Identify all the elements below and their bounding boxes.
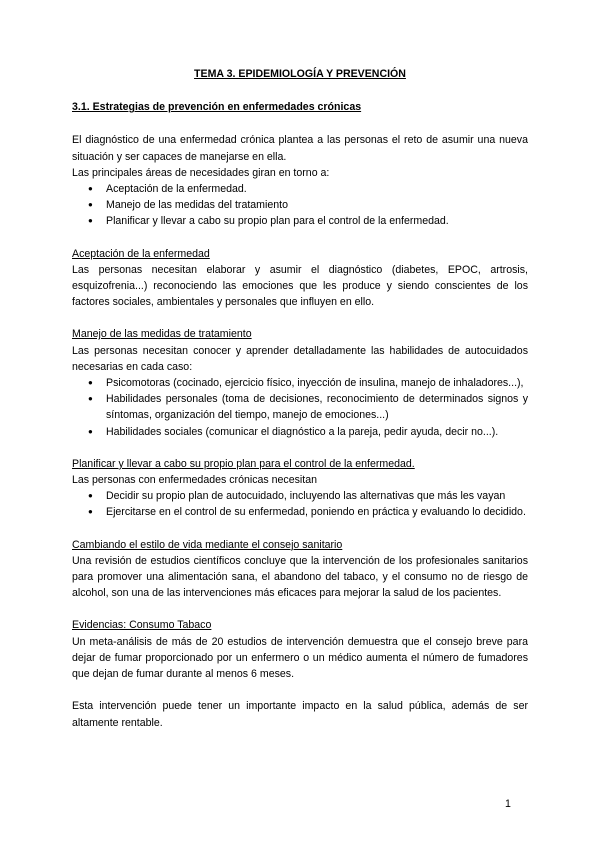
needs-list xyxy=(72,181,528,230)
intro-paragraph: El diagnóstico de una enfermedad crónica plantea a las personas el reto de asumir una nueva situación y ser capaces de manejarse en ella. xyxy=(72,134,528,163)
list-item: ● Aceptación de la enfermedad. xyxy=(106,181,528,197)
planificar-heading: Planificar y llevar a cabo su propio plan para el control de la enfermedad. xyxy=(72,457,415,470)
document-title: TEMA 3. EPIDEMIOLOGÍA Y PREVENCIÓN xyxy=(194,68,406,80)
page-number: 1 xyxy=(505,798,511,810)
intro-lead: Las principales áreas de necesidades giran en torno a: xyxy=(72,166,330,179)
cambiando-text: Una revisión de estudios científicos concluye que la intervención de los profesionales sanitarios para promover una alimentación sana, el abandono del tabaco, y el consumo no de riesgo de alcohol, son una de las intervenciones más eficaces para mejorar la salud de los pacientes. xyxy=(72,554,528,600)
evidencias-text: Un meta-análisis de más de 20 estudios de intervención demuestra que el consejo breve para dejar de fumar proporcionado por un enfermero o un médico aumenta el número de fumadores que dejan de fumar durante al menos 6 meses. xyxy=(72,635,528,681)
document-page xyxy=(72,66,528,731)
plan-list xyxy=(72,488,528,520)
list-item: ● Ejercitarse en el control de su enfermedad, poniendo en práctica y evaluando lo decidido. xyxy=(106,504,528,520)
evidencias-heading: Evidencias: Consumo Tabaco xyxy=(72,619,212,632)
list-item: ● Planificar y llevar a cabo su propio plan para el control de la enfermedad. xyxy=(106,213,528,229)
section-heading: 3.1. Estrategias de prevención en enfermedades crónicas xyxy=(72,101,362,114)
evidencias-closing: Esta intervención puede tener un importante impacto en la salud pública, además de ser altamente rentable. xyxy=(72,700,528,729)
list-item: ● Decidir su propio plan de autocuidado, incluyendo las alternativas que más les vayan xyxy=(106,488,528,504)
list-item: ● Habilidades personales (toma de decisiones, reconocimiento de determinados signos y síntomas, organización del tiempo, manejo de emociones...) xyxy=(106,391,528,423)
list-item: ● Manejo de las medidas del tratamiento xyxy=(106,197,528,213)
manejo-heading: Manejo de las medidas de tratamiento xyxy=(72,328,252,341)
cambiando-heading: Cambiando el estilo de vida mediante el consejo sanitario xyxy=(72,538,343,551)
list-item: ● Habilidades sociales (comunicar el diagnóstico a la pareja, pedir ayuda, decir no...). xyxy=(106,424,528,440)
manejo-text: Las personas necesitan conocer y aprender detalladamente las habilidades de autocuidados necesarias en cada caso: xyxy=(72,344,528,373)
list-item: ● Psicomotoras (cocinado, ejercicio físico, inyección de insulina, manejo de inhaladores...), xyxy=(106,375,528,391)
skills-list xyxy=(72,375,528,440)
aceptacion-heading: Aceptación de la enfermedad xyxy=(72,247,210,260)
aceptacion-text: Las personas necesitan elaborar y asumir el diagnóstico (diabetes, EPOC, artrosis, esquizofrenia...) reconociendo las emociones que les produce y siendo conscientes de los factores sociales, ambientales y personales que influyen en ello. xyxy=(72,263,528,309)
planificar-text: Las personas con enfermedades crónicas necesitan xyxy=(72,474,317,487)
